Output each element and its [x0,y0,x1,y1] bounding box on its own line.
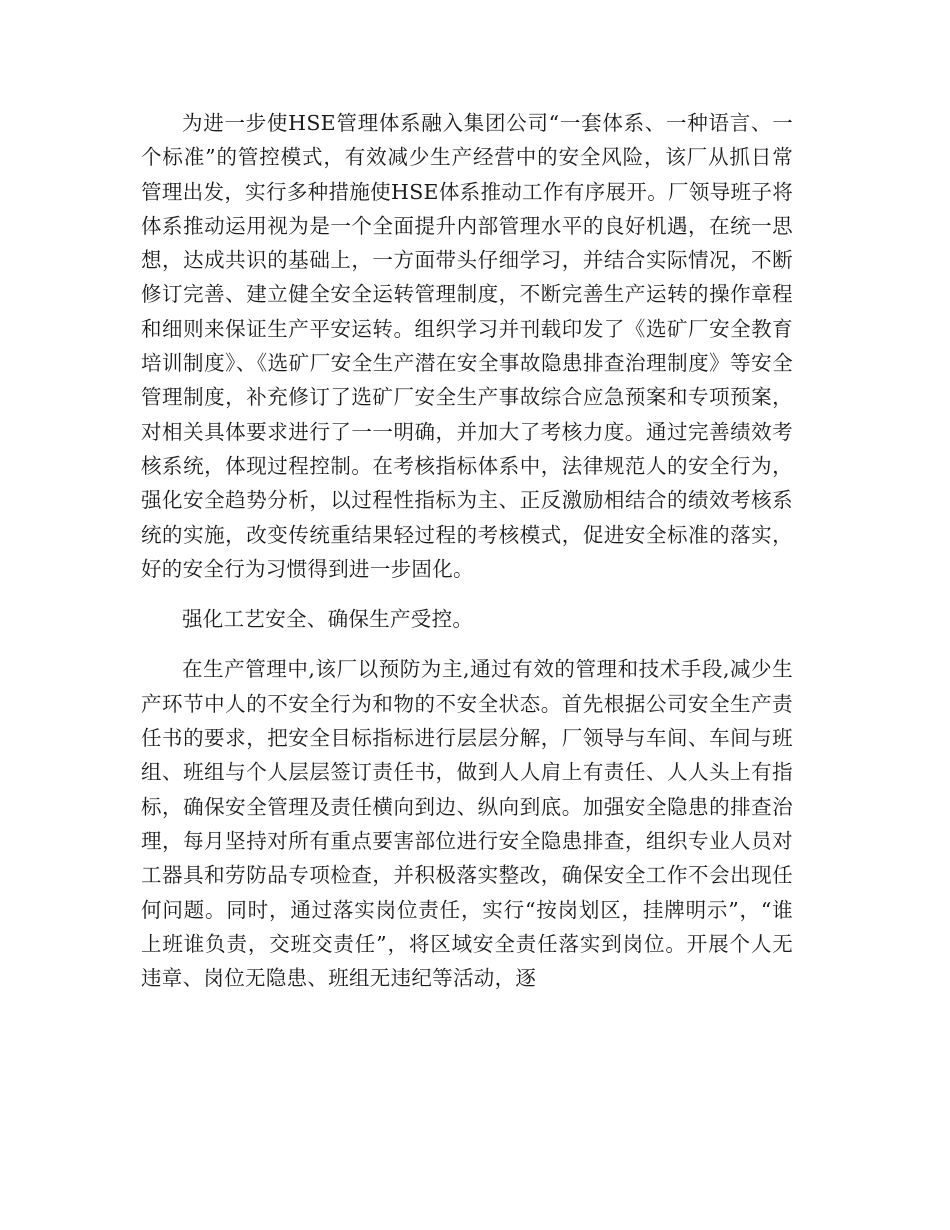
document-body [141,106,793,995]
paragraph-process-safety-heading: 强化工艺安全、确保生产受控。 [182,607,474,632]
paragraph-production-management: 在生产管理中,该厂以预防为主,通过有效的管理和技术手段,减少生产环节中人的不安全行为和物的不安全状态。首先根据公司安全生产责任书的要求，把安全目标指标进行层层分解，厂领导与车间、车间与班组、班组与个人层层签订责任书，做到人人肩上有责任、人人头上有指标，确保安全管理及责任横向到边、纵向到底。加强安全隐患的排查治理，每月坚持对所有重点要害部位进行安全隐患排查，组织专业人员对工器具和劳防品专项检查，并积极落实整改，确保安全工作不会出现任何问题。同时，通过落实岗位责任，实行“按岗划区，挂牌明示”，“谁上班谁负责，交班交责任”，将区域安全责任落实到岗位。开展个人无违章、岗位无隐患、班组无违纪等活动，逐 [141,657,793,991]
paragraph-hse-system: 为进一步使HSE管理体系融入集团公司“一套体系、一种语言、一个标准”的管控模式，有效减少生产经营中的安全风险，该厂从抓日常管理出发，实行多种措施使HSE体系推动工作有序展开。厂领导班子将体系推动运用视为是一个全面提升内部管理水平的良好机遇，在统一思想，达成共识的基础上，一方面带头仔细学习，并结合实际情况，不断修订完善、建立健全安全运转管理制度，不断完善生产运转的操作章程和细则来保证生产平安运转。组织学习并刊载印发了《选矿厂安全教育培训制度》、《选矿厂安全生产潜在安全事故隐患排查治理制度》等安全管理制度，补充修订了选矿厂安全生产事故综合应急预案和专项预案，对相关具体要求进行了一一明确，并加大了考核力度。通过完善绩效考核系统，体现过程控制。在考核指标体系中，法律规范人的安全行为，强化安全趋势分析，以过程性指标为主、正反激励相结合的绩效考核系统的实施，改变传统重结果轻过程的考核模式，促进安全标准的落实，好的安全行为习惯得到进一步固化。 [141,111,793,581]
